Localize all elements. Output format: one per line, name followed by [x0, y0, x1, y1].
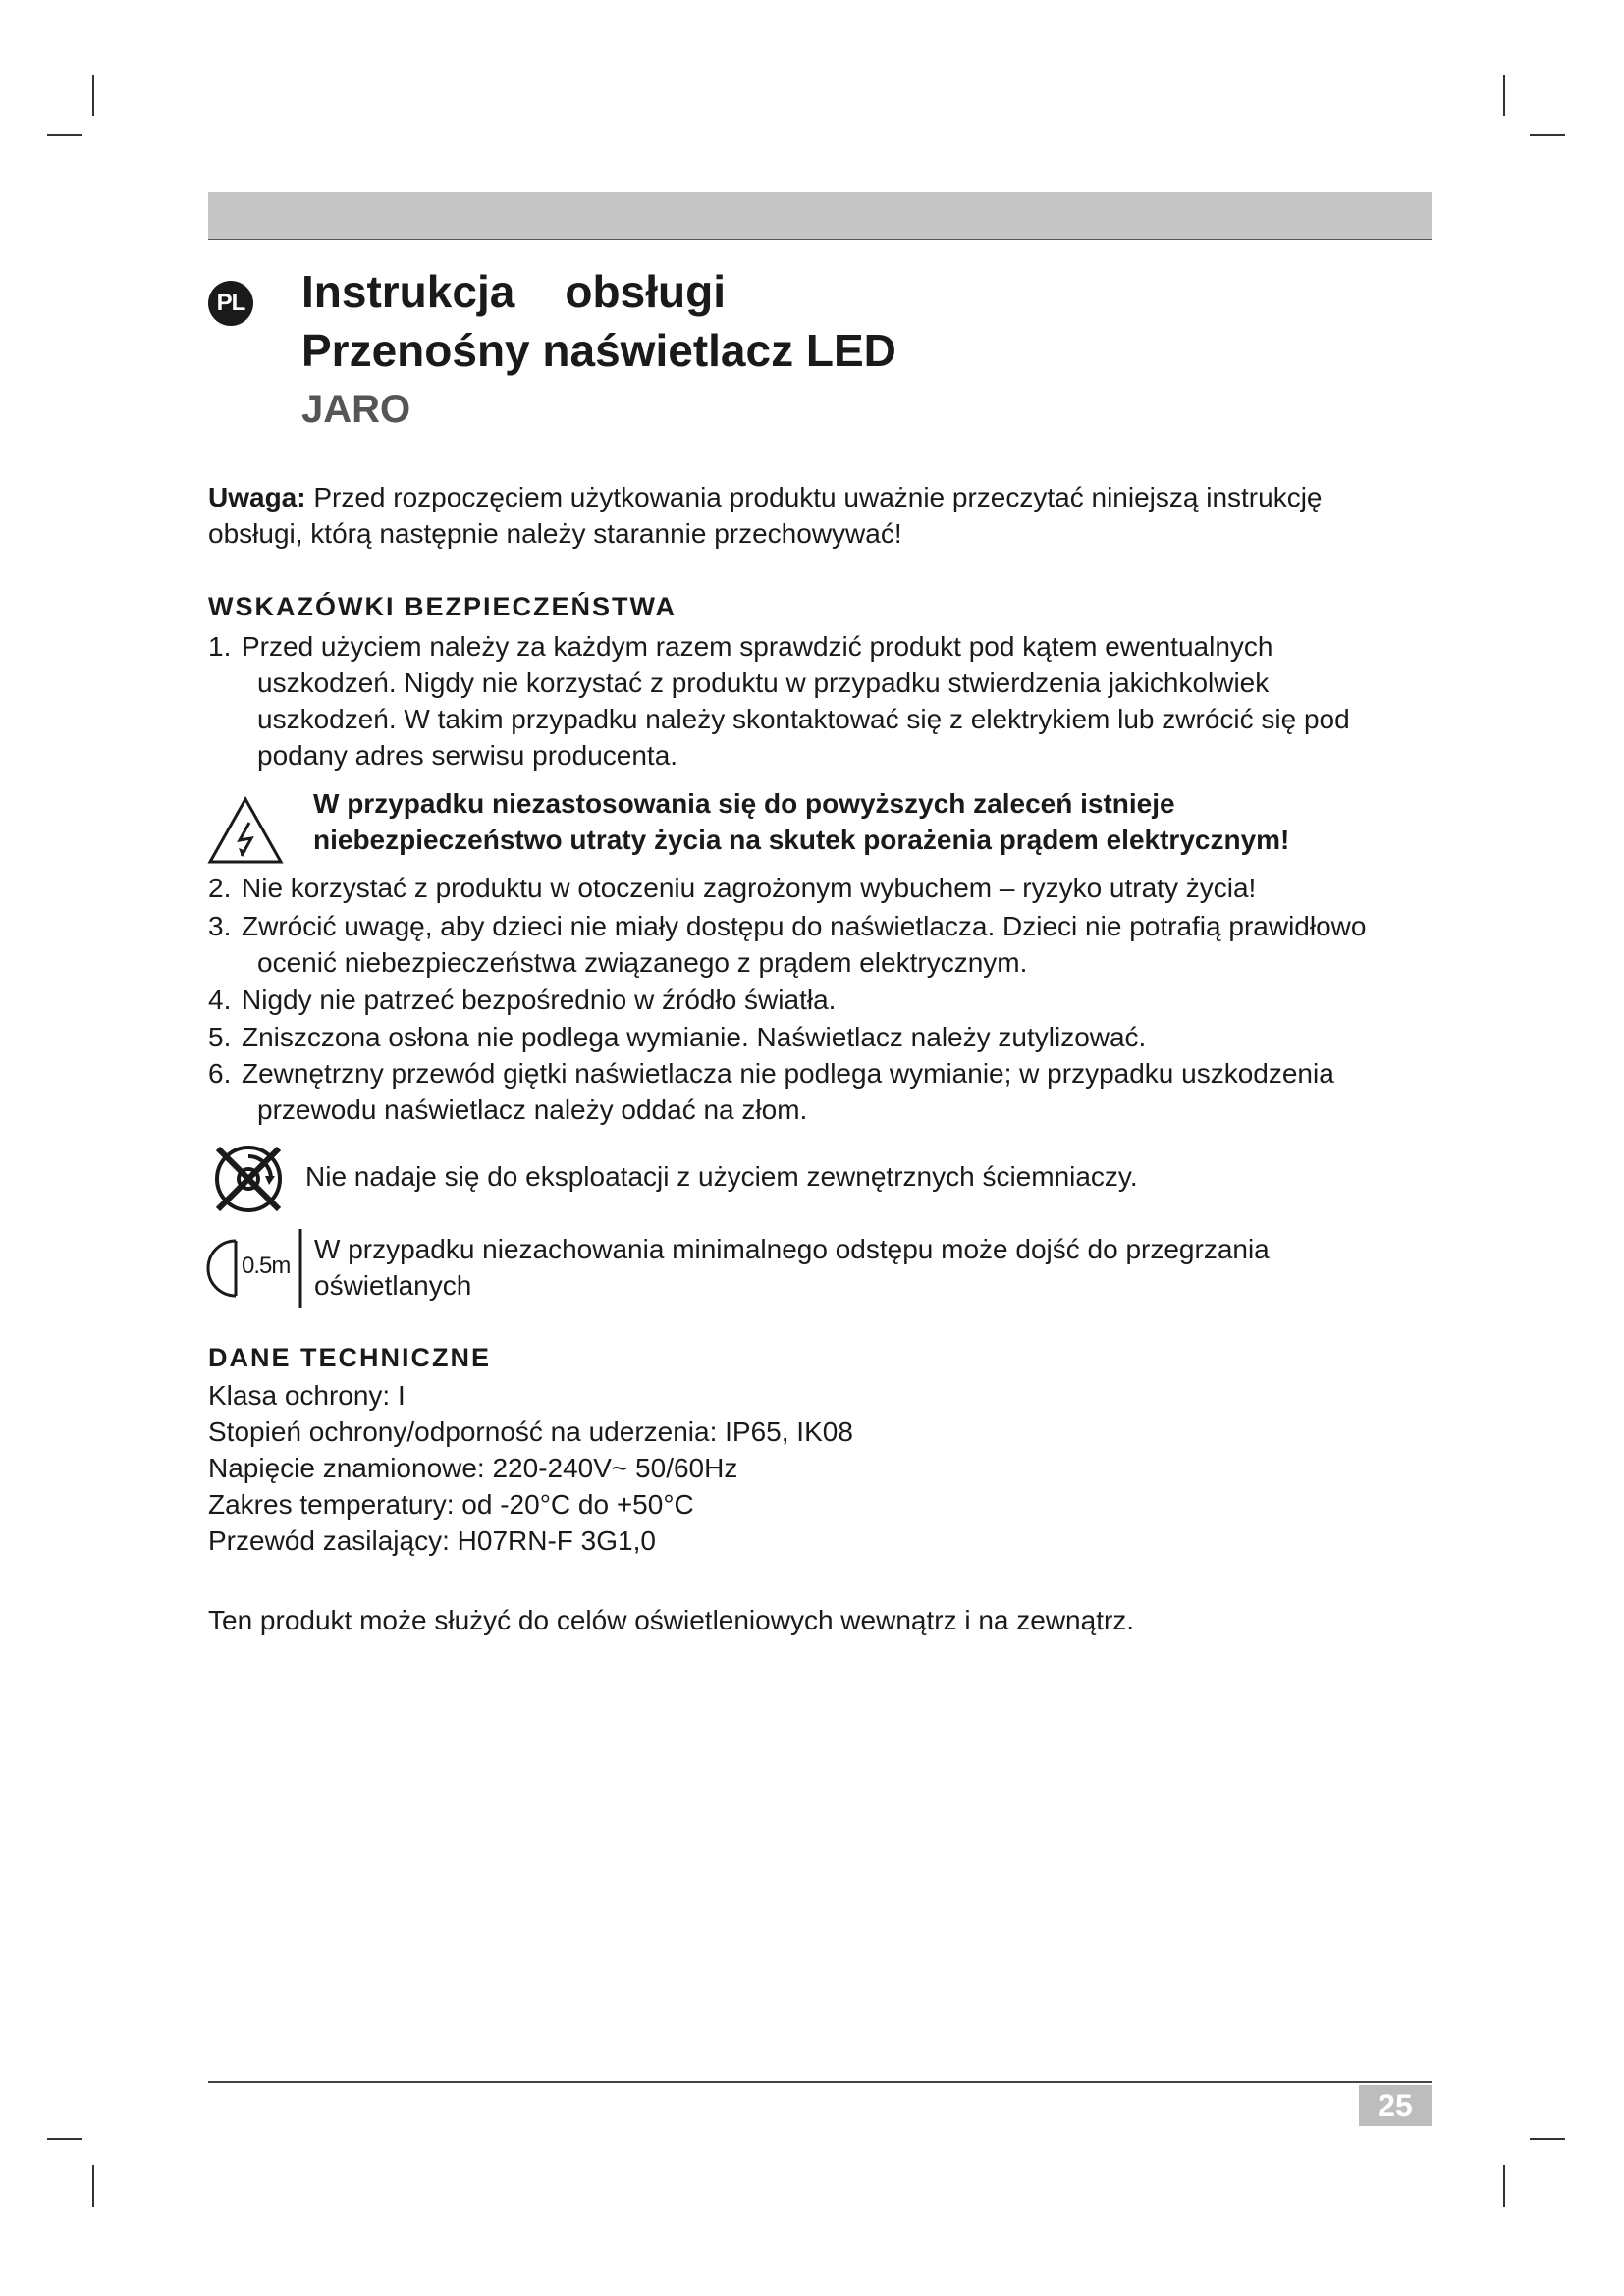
list-line: Przed użyciem należy za każdym razem sprawdzić produkt pod kątem ewentualnych — [242, 631, 1273, 662]
distance-line: oświetlanych — [314, 1270, 472, 1301]
intro-paragraph — [208, 479, 1435, 552]
list-number: 1. — [208, 631, 232, 662]
dimmer-note: Nie nadaje się do eksploatacji z użyciem zewnętrznych ściemniaczy. — [305, 1161, 1138, 1192]
tech-row: Zakres temperatury: od -20°C do +50°C — [208, 1489, 694, 1520]
list-item — [208, 628, 1435, 774]
crop-mark — [47, 134, 82, 136]
intro-line: obsługi, którą następnie należy starannie przechowywać! — [208, 518, 902, 549]
header-bar — [208, 192, 1432, 240]
list-line: podany adres serwisu producenta. — [257, 740, 678, 771]
list-line: ocenić niebezpieczeństwa związanego z prądem elektrycznym. — [257, 947, 1028, 978]
tech-heading: DANE TECHNICZNE — [208, 1343, 492, 1372]
distance-label: 0.5m — [242, 1253, 291, 1279]
product-title: Przenośny naświetlacz LED — [301, 325, 896, 376]
list-number: 5. — [208, 1022, 232, 1052]
warning-line: niebezpieczeństwo utraty życia na skutek porażenia prądem elektrycznym! — [313, 825, 1290, 855]
crop-mark — [92, 75, 94, 116]
footer-divider — [208, 2081, 1432, 2083]
list-number: 4. — [208, 985, 232, 1015]
list-number: 2. — [208, 873, 232, 903]
list-item — [208, 982, 1435, 1018]
list-item — [208, 1019, 1435, 1055]
intro-label: Uwaga: — [208, 482, 306, 512]
list-line: Zniszczona osłona nie podlega wymianie. Naświetlacz należy zutylizować. — [242, 1022, 1147, 1052]
tech-row: Klasa ochrony: I — [208, 1380, 406, 1411]
list-line: Nie korzystać z produktu w otoczeniu zagrożonym wybuchem – ryzyko utraty życia! — [242, 873, 1257, 903]
crop-mark — [1503, 2165, 1505, 2207]
list-number: 3. — [208, 911, 232, 941]
product-model: JARO — [301, 388, 411, 431]
no-dimmer-icon — [208, 1139, 289, 1219]
intro-line: Przed rozpoczęciem użytkowania produktu uważnie przeczytać niniejszą instrukcję — [305, 482, 1323, 512]
list-item — [208, 908, 1435, 981]
safety-heading: WSKAZÓWKI BEZPIECZEŃSTWA — [208, 592, 677, 621]
electric-hazard-icon — [206, 795, 285, 866]
crop-mark — [92, 2165, 94, 2207]
list-line: Nigdy nie patrzeć bezpośrednio w źródło światła. — [242, 985, 837, 1015]
list-line: Zewnętrzny przewód giętki naświetlacza nie podlega wymianie; w przypadku uszkodzenia — [242, 1058, 1334, 1089]
warning-line: W przypadku niezastosowania się do powyższych zaleceń istnieje — [313, 788, 1175, 819]
usage-note: Ten produkt może służyć do celów oświetleniowych wewnątrz i na zewnątrz. — [208, 1605, 1135, 1635]
tech-data — [208, 1377, 1435, 1559]
distance-line: W przypadku niezachowania minimalnego odstępu może dojść do przegrzania — [314, 1234, 1270, 1264]
list-item — [208, 1055, 1435, 1128]
tech-row: Napięcie znamionowe: 220-240V~ 50/60Hz — [208, 1453, 738, 1483]
tech-row: Stopień ochrony/odporność na uderzenia: IP65, IK08 — [208, 1416, 853, 1447]
distance-note — [314, 1231, 1270, 1304]
list-line: Zwrócić uwagę, aby dzieci nie miały dostępu do naświetlacza. Dzieci nie potrafią prawidłowo — [242, 911, 1367, 941]
crop-mark — [47, 2138, 82, 2140]
crop-mark — [1530, 2138, 1565, 2140]
tech-row: Przewód zasilający: H07RN-F 3G1,0 — [208, 1525, 656, 1556]
list-line: przewodu naświetlacz należy oddać na złom. — [257, 1095, 808, 1125]
language-badge: PL — [208, 281, 253, 326]
electric-warning — [313, 785, 1289, 858]
page-title: Instrukcja obsługi — [301, 266, 726, 317]
crop-mark — [1530, 134, 1565, 136]
crop-mark — [1503, 75, 1505, 116]
list-item — [208, 870, 1435, 906]
list-number: 6. — [208, 1058, 232, 1089]
page-number: 25 — [1359, 2085, 1432, 2126]
list-line: uszkodzeń. Nigdy nie korzystać z produktu w przypadku stwierdzenia jakichkolwiek — [257, 667, 1270, 698]
list-line: uszkodzeń. W takim przypadku należy skontaktować się z elektrykiem lub zwrócić się pod — [257, 704, 1350, 734]
